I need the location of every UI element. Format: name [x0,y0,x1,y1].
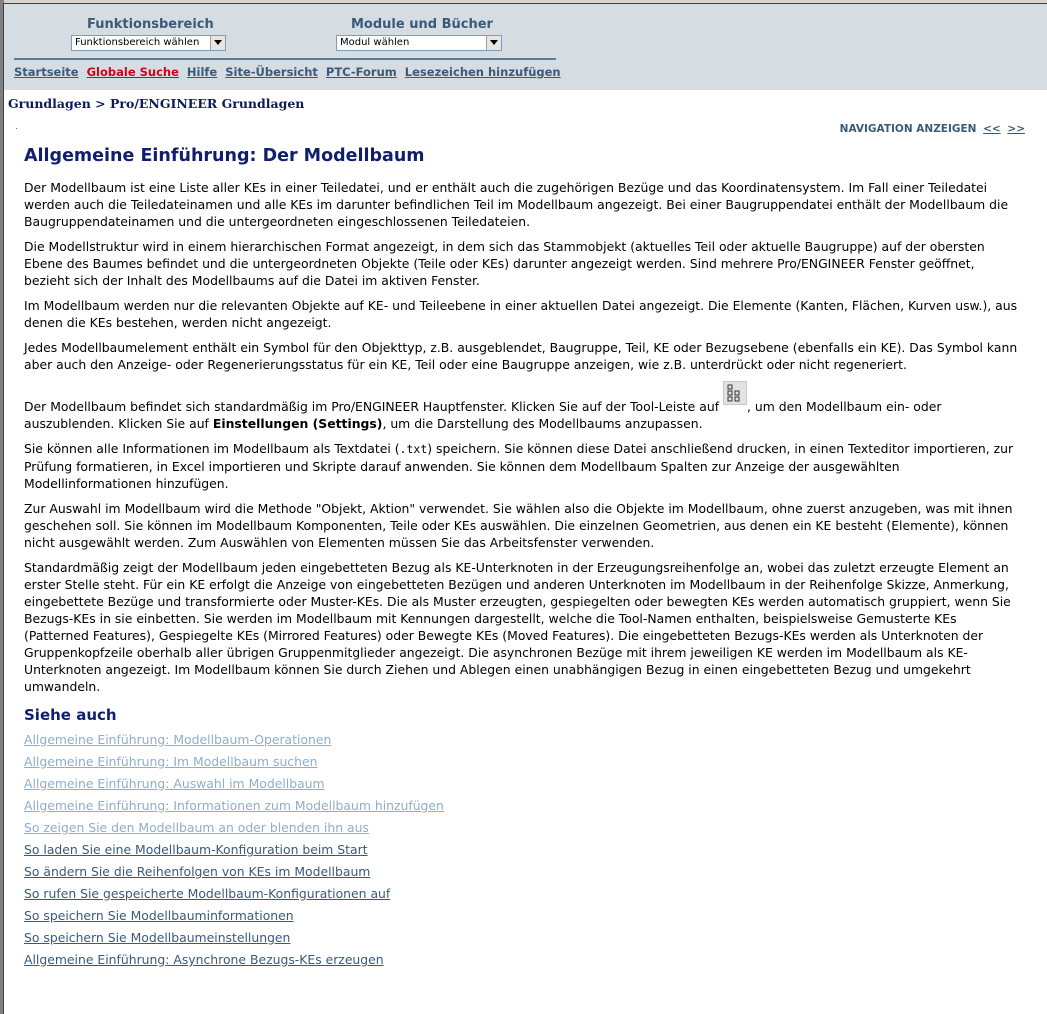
chevron-down-icon[interactable] [210,36,225,50]
paragraph-5-part-b: , um den Modellbaum ein- oder auszublenden. Klicken Sie auf [24,399,942,431]
list-item [24,775,1024,797]
page-title: Allgemeine Einführung: Der Modellbaum [24,146,425,166]
see-also-link[interactable]: So rufen Sie gespeicherte Modellbaum-Konfigurationen auf [24,886,391,901]
see-also-link[interactable]: So speichern Sie Modellbaumeinstellungen [24,930,291,945]
see-also-link[interactable]: So zeigen Sie den Modellbaum an oder blenden ihn aus [24,820,369,835]
window-frame-left-shadow [3,3,4,1014]
paragraph-2: Die Modellstruktur wird in einem hierarchischen Format angezeigt, in dem sich das Stammobjekt (aktuelles Teil oder aktuelle Baugruppe) auf der obersten Ebene des Baumes befindet und die untergeordneten Objekte (Teile oder KEs) darunter angezeigt werden. Sind mehrere Pro/ENGINEER Fenster geöffnet, bezieht sich der Inhalt des Modellbaums auf die Datei im aktiven Fenster. [24,239,985,288]
paragraph-6-part-a: Sie können alle Informationen im Modellbaum als Textdatei ( [24,441,400,456]
txt-extension: .txt [399,442,428,456]
paragraph-7: Zur Auswahl im Modellbaum wird die Methode "Objekt, Aktion" verwendet. Sie wählen also die Objekte im Modellbaum, ohne zuerst anzugeben, was mit ihnen geschehen soll. Sie können im Modellbaum Komponenten, Teile oder KEs auswählen. Die einzelnen Geometrien, aus denen ein KE besteht (Elemente), können nicht ausgewählt werden. Zum Auswählen von Elementen müssen Sie das Arbeitsfenster verwenden. [24,501,1013,550]
top-links [14,65,565,79]
modules-select[interactable] [336,35,502,51]
link-site-uebersicht[interactable]: Site-Übersicht [225,65,318,79]
see-also-link[interactable]: So laden Sie eine Modellbaum-Konfiguration beim Start [24,842,368,857]
show-navigation-link[interactable]: NAVIGATION ANZEIGEN [839,123,977,135]
marker-dot [16,128,17,129]
link-startseite[interactable]: Startseite [14,65,79,79]
see-also-link[interactable]: So ändern Sie die Reihenfolgen von KEs im Modellbaum [24,864,371,879]
link-lesezeichen[interactable]: Lesezeichen hinzufügen [404,65,561,79]
link-hilfe[interactable]: Hilfe [186,65,218,79]
list-item [24,929,1024,951]
modules-label: Module und Bücher [351,17,493,32]
breadcrumb [8,96,304,111]
paragraph-3: Im Modellbaum werden nur die relevanten Objekte auf KE- und Teileebene in einer aktuellen Datei angezeigt. Die Elemente (Kanten, Flächen, Kurven usw.), aus denen die KEs bestehen, werden nicht angezeigt. [24,298,1018,330]
paragraph-5-part-a: Der Modellbaum befindet sich standardmäßig im Pro/ENGINEER Hauptfenster. Klicken Sie auf der Tool-Leiste auf [24,399,723,414]
list-item [24,951,1024,973]
model-tree-icon [723,381,747,405]
list-item [24,841,1024,863]
paragraph-1: Der Modellbaum ist eine Liste aller KEs in einer Teiledatei, und er enthält auch die zugehörigen Bezüge und das Koordinatensystem. Im Fall einer Teiledatei werden auch die Teiledateinamen und alle KEs im darunter befindlichen Teil im Modellbaum angezeigt. Bei einer Baugruppendatei enthält der Modellbaum die Baugruppendateinamen und die untergeordneten eingeschlossenen Teiledateien. [24,180,1009,229]
header-divider [14,58,556,60]
chevron-down-icon[interactable] [486,36,501,50]
breadcrumb-first: Grundlagen [8,96,91,111]
functions-select[interactable] [71,35,226,51]
see-also-link[interactable]: Allgemeine Einführung: Im Modellbaum suchen [24,754,318,769]
list-item [24,863,1024,885]
paragraph-5 [24,389,1024,432]
breadcrumb-second: Pro/ENGINEER Grundlagen [110,96,305,111]
see-also-link[interactable]: Allgemeine Einführung: Asynchrone Bezugs-KEs erzeugen [24,952,384,967]
see-also-title: Siehe auch [24,706,117,724]
see-also-link[interactable]: Allgemeine Einführung: Auswahl im Modellbaum [24,776,325,791]
list-item [24,885,1024,907]
modules-select-value: Modul wählen [340,37,410,48]
paragraph-8: Standardmäßig zeigt der Modellbaum jeden eingebetteten Bezug als KE-Unterknoten in der Erzeugungsreihenfolge an, wobei das zuletzt erzeugte Element an erster Stelle steht. Für ein KE erfolgt die Anzeige von eingebetteten Bezügen und anderen Unterknoten im Modellbaum in der Reihenfolge Skizze, Anmerkung, eingebettete Bezüge und transformierte oder Muster-KEs. Die als Muster erzeugten, gespiegelten oder bewegten KEs werden automatisch gruppiert, wenn Sie Bezugs-KEs in sie einbetten. Sie werden im Modellbaum mit Kennungen dargestellt, welche die Tool-Namen enthalten, beispielsweise Gemusterte KEs (Patterned Features), Gespiegelte KEs (Mirrored Features) oder Bewegte KEs (Moved Features). Die eingebetteten Bezugs-KEs werden als Unterknoten der Gruppenkopfzeile oberhalb aller übrigen Gruppenmitglieder angezeigt. Die asynchronen Bezüge mit ihrem jeweiligen KE werden im Modellbaum als KE-Unterknoten angezeigt. Im Modellbaum können Sie durch Ziehen und Ablegen einen unabhängigen Bezug in einen eingebetteten Bezug und umgekehrt umwandeln. [24,560,1011,694]
see-also-list [24,731,1024,973]
see-also-link[interactable]: Allgemeine Einführung: Informationen zum Modellbaum hinzufügen [24,798,444,813]
breadcrumb-separator: > [90,96,110,111]
link-ptc-forum[interactable]: PTC-Forum [325,65,397,79]
navigation-bar [840,123,1025,135]
list-item [24,797,1024,819]
list-item [24,819,1024,841]
paragraph-6 [24,440,1024,492]
paragraph-5-part-c: , um die Darstellung des Modellbaums anzupassen. [382,416,703,431]
settings-term: Einstellungen (Settings) [212,416,383,431]
link-globale-suche[interactable]: Globale Suche [86,65,179,79]
list-item [24,753,1024,775]
functions-label: Funktionsbereich [87,17,214,32]
paragraph-6-part-b: ) speichern. Sie können diese Datei anschließend drucken, in einen Texteditor importieren, zur Prüfung formatieren, in Excel importieren und Skripte darauf anwenden. Sie können dem Modellbaum Spalten zur Anzeige der ausgewählten Modellinformationen hinzufügen. [24,441,1014,491]
prev-page-link[interactable]: << [983,123,1001,135]
paragraph-4: Jedes Modellbaumelement enthält ein Symbol für den Objekttyp, z.B. ausgeblendet, Baugruppe, Teil, KE oder Bezugsebene (ebenfalls ein KE). Das Symbol kann aber auch den Anzeige- oder Regenerierungsstatus für ein KE, Teil oder eine Baugruppe anzeigen, wie z.B. unterdrückt oder nicht regeneriert. [24,340,1018,372]
next-page-link[interactable]: >> [1007,123,1025,135]
list-item [24,907,1024,929]
functions-select-value: Funktionsbereich wählen [75,37,200,48]
see-also-link[interactable]: Allgemeine Einführung: Modellbaum-Operationen [24,732,332,747]
article-content [24,144,1024,973]
list-item [24,731,1024,753]
see-also-link[interactable]: So speichern Sie Modellbauminformationen [24,908,294,923]
